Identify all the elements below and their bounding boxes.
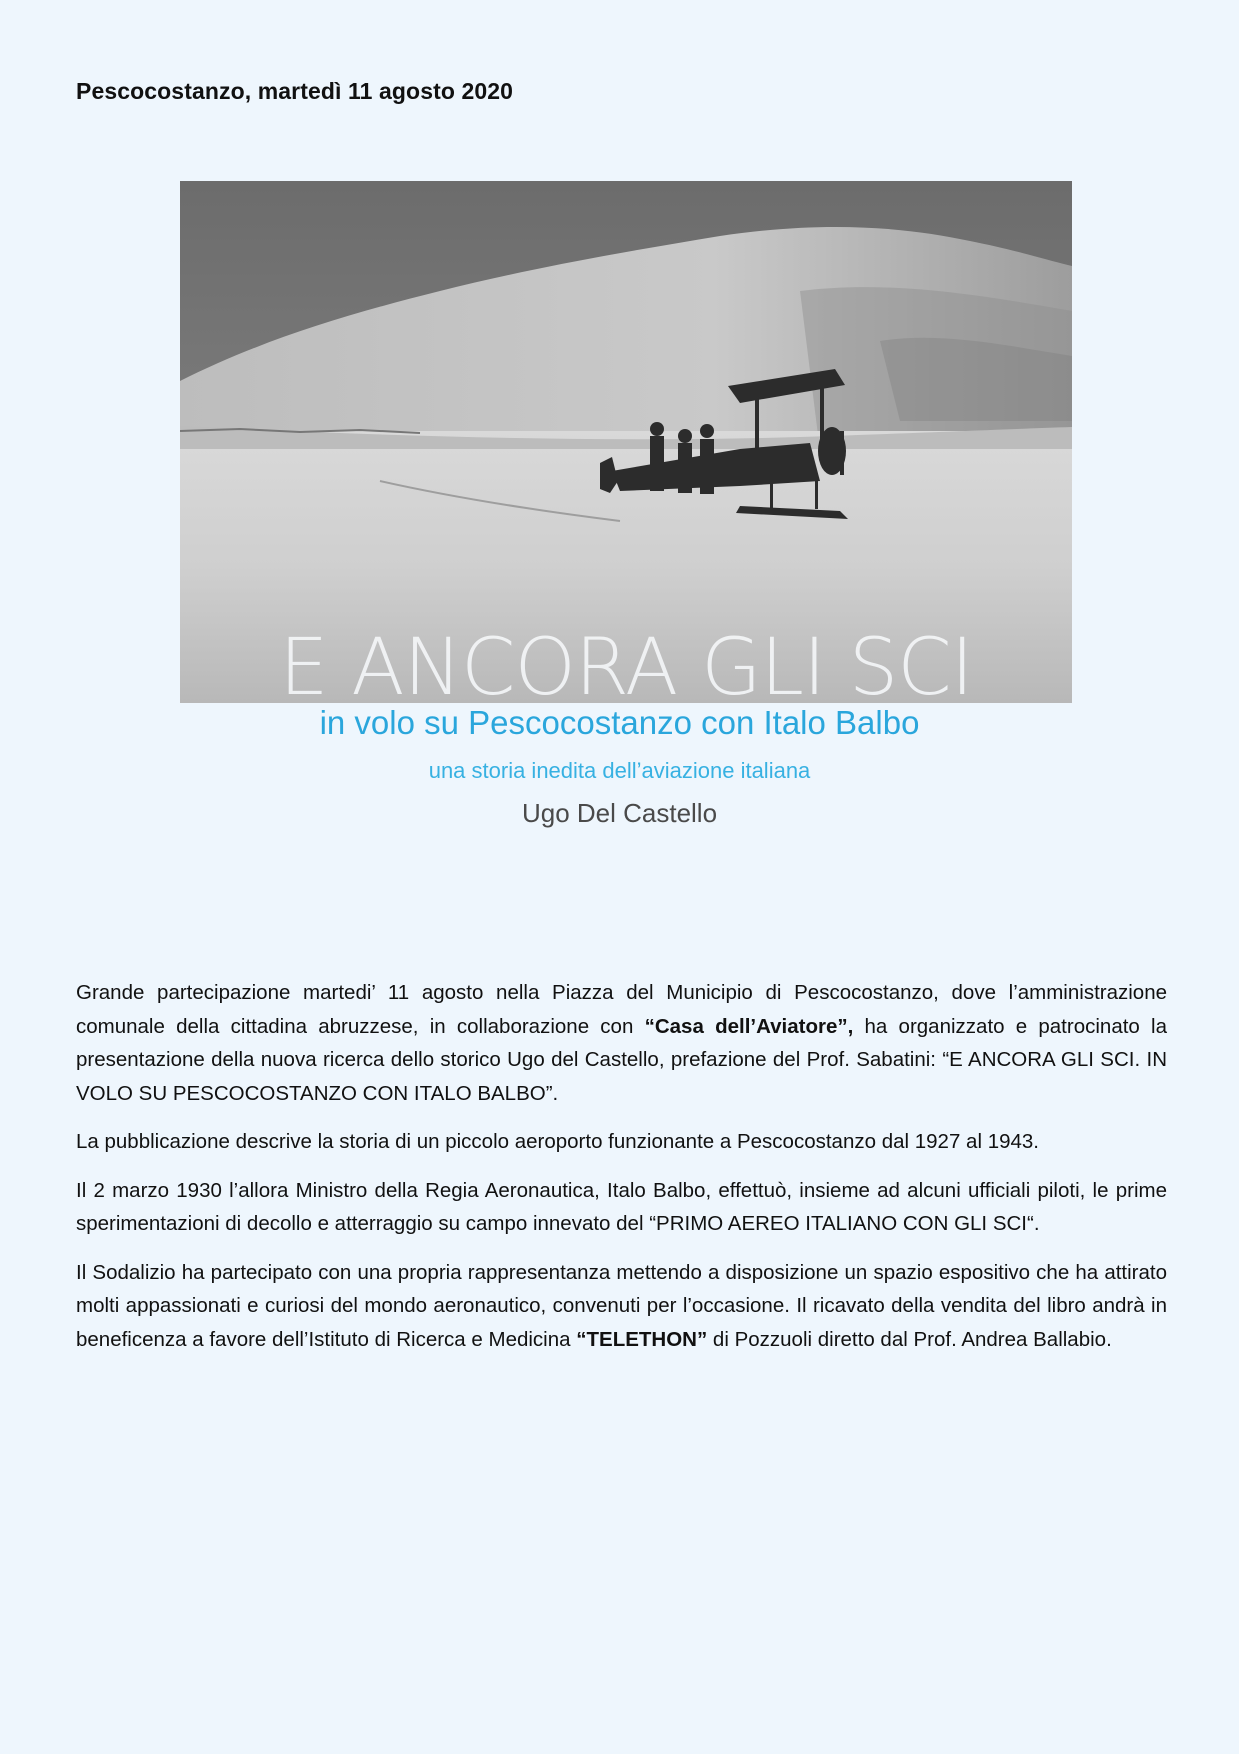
cover-author: Ugo Del Castello bbox=[521, 798, 718, 828]
paragraph-4-text-a: Il Sodalizio ha partecipato con una propria rappresentanza mettendo a disposizione un spazio espositivo che ha attirato molti appassionati e curiosi del mondo aeronautico, convenuti per l’occasione. Il ricavato della vendita del libro andrà in beneficenza a favore dell’Istituto di Ricerca e Medicina bbox=[76, 1260, 1167, 1351]
casa-aviatore-name: “Casa dell’Aviatore”, bbox=[644, 1014, 854, 1038]
paragraph-4-text-c: di Pozzuoli diretto dal Prof. Andrea Ballabio. bbox=[707, 1327, 1112, 1351]
cover-subtitle: in volo su Pescocostanzo con Italo Balbo bbox=[319, 704, 920, 741]
paragraph-1 bbox=[76, 976, 1167, 1110]
book-cover bbox=[180, 181, 1072, 713]
article-body bbox=[76, 976, 1167, 1371]
paragraph-2: La pubblicazione descrive la storia di un piccolo aeroporto funzionante a Pescocostanzo dal 1927 al 1943. bbox=[76, 1130, 1039, 1153]
paragraph-4 bbox=[76, 1256, 1167, 1357]
paragraph-3: Il 2 marzo 1930 l’allora Ministro della Regia Aeronautica, Italo Balbo, effettuò, insieme ad alcuni ufficiali piloti, le prime sperimentazioni di decollo e atterraggio su campo innevato del “PRIMO AEREO ITALIANO CON GLI SCI“. bbox=[76, 1178, 1167, 1235]
date-heading: Pescocostanzo, martedì 11 agosto 2020 bbox=[76, 78, 514, 104]
paragraph-1-text-c: ha organizzato e patrocinato la presentazione della nuova ricerca dello storico Ugo del Castello, prefazione del Prof. Sabatini: “E ANCORA GLI SCI. IN VOLO SU PESCOCOSTANZO CON ITALO BALBO”. bbox=[76, 1014, 1167, 1105]
paragraph-1-text-a: Grande partecipazione martedi’ 11 agosto nella Piazza del Municipio di Pescocostanzo, dove l’amministrazione comunale della cittadina abruzzese, in collaborazione con bbox=[76, 981, 1167, 1038]
cover-title: E ANCORA GLI SCI bbox=[279, 623, 973, 713]
telethon-name: “TELETHON” bbox=[576, 1327, 708, 1351]
cover-tagline: una storia inedita dell’aviazione italiana bbox=[428, 758, 811, 783]
